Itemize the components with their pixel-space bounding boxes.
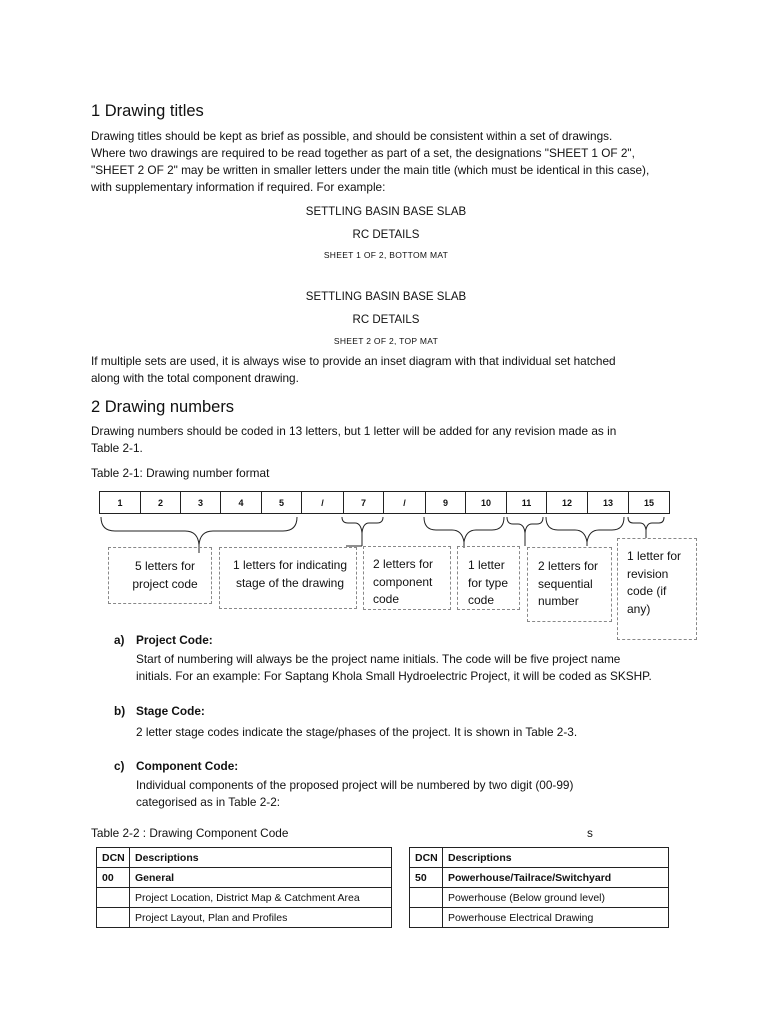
example-2-title: SETTLING BASIN BASE SLAB — [305, 291, 467, 303]
brace-stage — [342, 517, 383, 533]
format-cell: 7 — [344, 492, 384, 514]
brace-project — [101, 517, 297, 545]
list-heading: Project Code: — [136, 633, 213, 647]
list-label: a) — [114, 633, 125, 647]
revision-code-box: 1 letter for revision code (if any) — [617, 538, 697, 640]
table-row — [410, 908, 669, 928]
text-line: Individual components of the proposed project will be numbered by two digit (00-99) — [136, 778, 574, 792]
project-code-box: 5 letters for project code — [108, 547, 212, 604]
example-1-subtitle: RC DETAILS — [352, 229, 420, 241]
text-line: Drawing numbers should be coded in 13 letters, but 1 letter will be added for any revision made as in — [91, 424, 617, 438]
text-line: Table 2-1. — [91, 441, 143, 455]
list-item-stage-code — [114, 703, 694, 743]
text-line: Start of numbering will always be the project name initials. The code will be five project name — [136, 652, 621, 666]
sequential-code-box: 2 letters for sequential number — [527, 547, 612, 622]
dcn-cell — [97, 888, 130, 908]
list-label: c) — [114, 759, 125, 773]
table-row — [410, 888, 669, 908]
table-row — [410, 868, 669, 888]
component-code-box: 2 letters for component code — [363, 546, 451, 610]
table-row — [97, 908, 392, 928]
format-cell: / — [384, 492, 426, 514]
format-cell: 3 — [181, 492, 221, 514]
example-2-subtitle: RC DETAILS — [352, 314, 420, 326]
text-line: "SHEET 2 OF 2" may be written in smaller letters under the main title (which must be identical in this case), — [91, 163, 650, 177]
table-row — [97, 868, 392, 888]
example-1-title: SETTLING BASIN BASE SLAB — [305, 206, 467, 218]
list-heading: Component Code: — [136, 759, 239, 773]
format-cell: 10 — [466, 492, 507, 514]
format-cell: / — [302, 492, 344, 514]
list-body — [136, 777, 696, 811]
section-1-heading: 1 Drawing titles — [91, 102, 204, 120]
column-header-dcn: DCN — [410, 848, 443, 868]
format-cell: 1 — [100, 492, 141, 514]
dcn-cell: 00 — [97, 868, 130, 888]
brace-revision — [628, 517, 664, 530]
table-2-2-caption: Table 2-2 : Drawing Component Code — [91, 826, 289, 840]
description-cell: Powerhouse (Below ground level) — [443, 888, 669, 908]
text-line: Drawing titles should be kept as brief as possible, and should be consistent within a set of drawings. — [91, 129, 613, 143]
dcn-cell — [97, 908, 130, 928]
text-line: categorised as in Table 2-2: — [136, 795, 281, 809]
table-row — [97, 888, 392, 908]
text-line: If multiple sets are used, it is always wise to provide an inset diagram with that individual set hatched — [91, 354, 616, 368]
column-header-descriptions: Descriptions — [130, 848, 392, 868]
column-header-descriptions: Descriptions — [443, 848, 669, 868]
table-2-1-caption: Table 2-1: Drawing number format — [91, 466, 270, 480]
list-item-project-code — [114, 632, 694, 682]
type-code-box: 1 letter for type code — [457, 546, 520, 610]
format-cell: 15 — [629, 492, 670, 514]
list-label: b) — [114, 704, 126, 718]
text-line: 2 letter stage codes indicate the stage/phases of the project. It is shown in Table 2-3. — [136, 725, 578, 739]
brace-component — [424, 517, 504, 542]
description-cell: Project Location, District Map & Catchment Area — [130, 888, 392, 908]
format-cell: 5 — [262, 492, 302, 514]
text-line: along with the total component drawing. — [91, 371, 299, 385]
component-table-left — [96, 847, 392, 928]
list-heading: Stage Code: — [136, 704, 205, 718]
dcn-cell: 50 — [410, 868, 443, 888]
brace-type — [507, 517, 543, 533]
description-cell: Powerhouse Electrical Drawing — [443, 908, 669, 928]
text-line: Where two drawings are required to be read together as part of a set, the designations "SHEET 1 OF 2", — [91, 146, 635, 160]
description-cell: Powerhouse/Tailrace/Switchyard — [443, 868, 669, 888]
section-2-heading: 2 Drawing numbers — [91, 398, 235, 416]
list-body — [136, 724, 696, 741]
description-cell: General — [130, 868, 392, 888]
column-header-dcn: DCN — [97, 848, 130, 868]
format-cell: 2 — [141, 492, 181, 514]
dcn-cell — [410, 888, 443, 908]
list-body — [136, 651, 696, 685]
text-line: with supplementary information if required. For example: — [91, 180, 386, 194]
format-cell: 13 — [588, 492, 629, 514]
text-line: initials. For an example: For Saptang Khola Small Hydroelectric Project, it will be coded as SKSHP. — [136, 669, 652, 683]
list-item-component-code — [114, 758, 694, 808]
example-1-sheet: SHEET 1 OF 2, BOTTOM MAT — [323, 250, 449, 260]
example-2-sheet: SHEET 2 OF 2, TOP MAT — [333, 336, 439, 346]
component-table-right — [409, 847, 669, 928]
dcn-cell — [410, 908, 443, 928]
format-cell: 11 — [507, 492, 547, 514]
format-cell: 12 — [547, 492, 588, 514]
format-cell: 9 — [426, 492, 466, 514]
format-cell: 4 — [221, 492, 262, 514]
brace-sequential — [546, 517, 624, 542]
description-cell: Project Layout, Plan and Profiles — [130, 908, 392, 928]
stray-character: s — [587, 826, 593, 840]
stage-code-box: 1 letters for indicating stage of the drawing — [219, 547, 357, 609]
